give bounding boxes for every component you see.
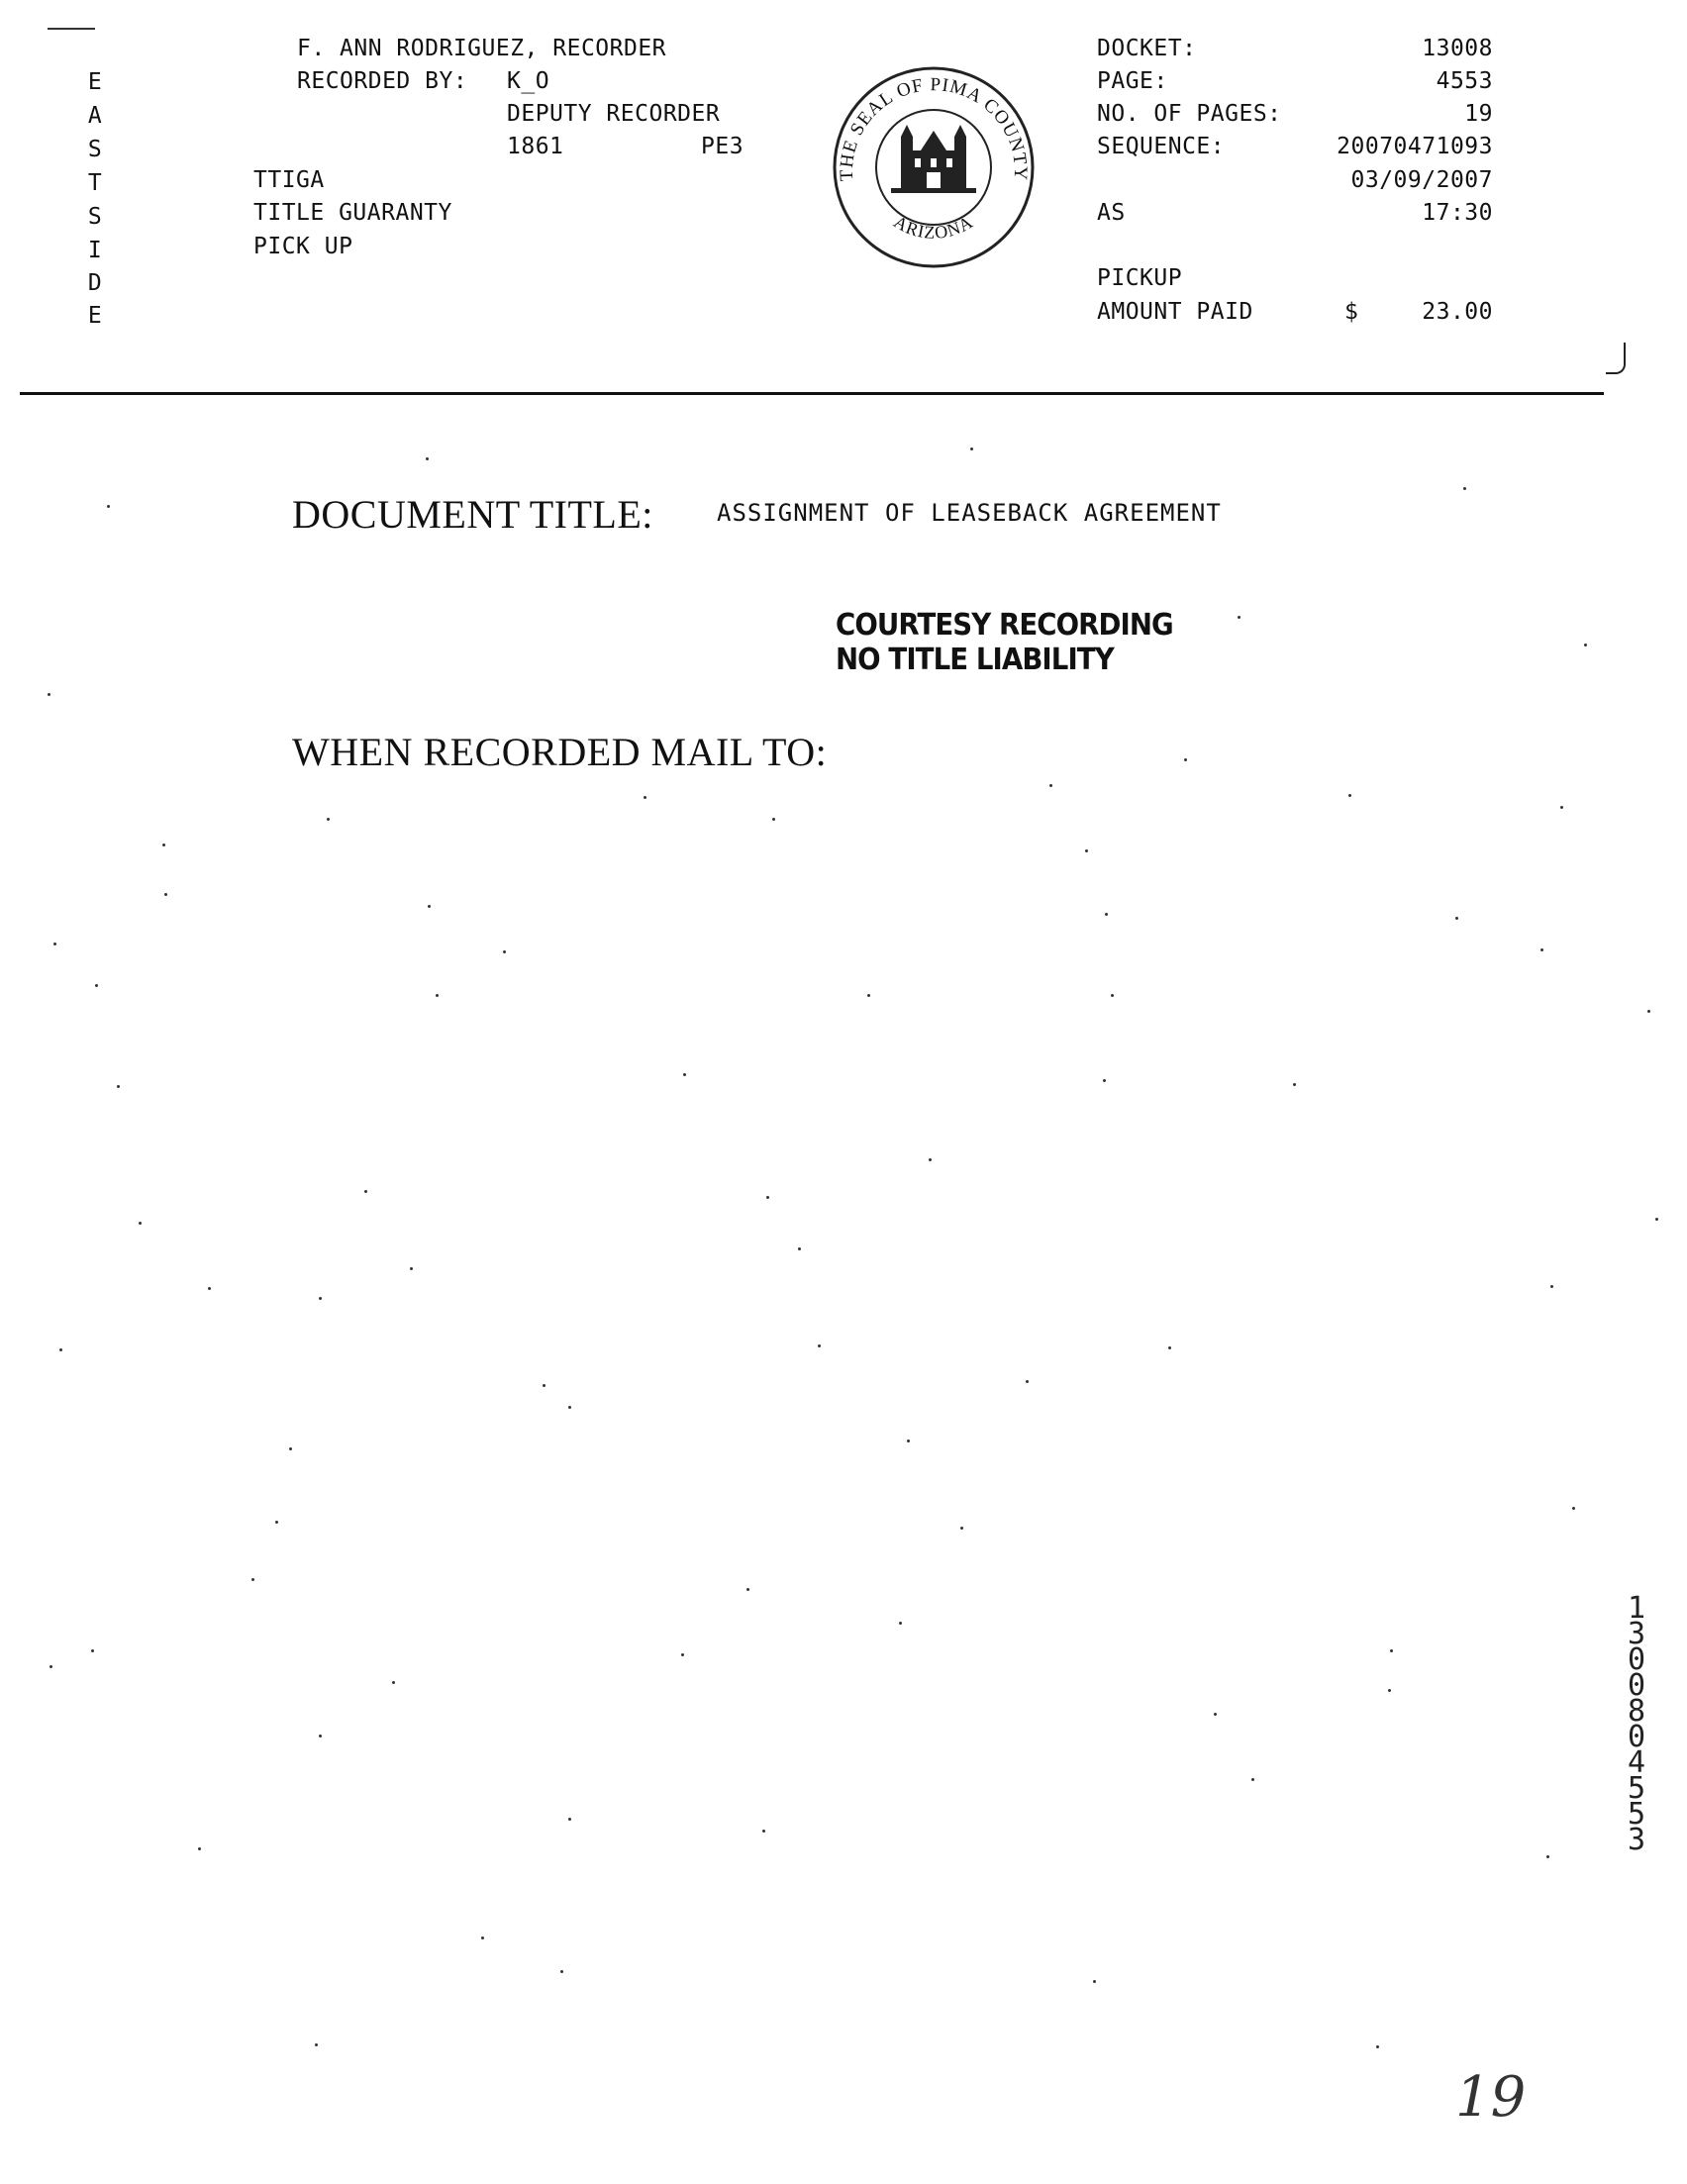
when-recorded-mail-to-label: WHEN RECORDED MAIL TO: [292,730,828,774]
recorder-name: F. ANN RODRIGUEZ, RECORDER [297,36,667,61]
seal-bottom-text: ARIZONA [890,211,977,243]
document-title-label: DOCUMENT TITLE: [292,492,653,537]
header-divider [20,392,1604,395]
recorded-by-label: RECORDED BY: [297,68,468,94]
vertical-letter: A [87,103,103,129]
vertical-letter: T [87,170,103,196]
courtesy-recording-stamp: COURTESY RECORDING [836,608,1173,643]
vertical-letter: D [87,270,103,296]
currency-symbol: $ [1344,299,1359,325]
pages-label: NO. OF PAGES: [1097,101,1282,127]
side-docket-number: 13008 04553 [1627,1591,1646,1857]
sequence-label: SEQUENCE: [1097,134,1226,159]
docket-label: DOCKET: [1097,36,1197,61]
sequence-value: 20070471093 [1337,134,1493,159]
recording-time: 17:30 [1422,200,1493,226]
vertical-letter: S [87,137,103,162]
vertical-letter: E [87,69,103,95]
pima-county-seal-icon [830,63,1038,271]
pickup-label: PICKUP [1097,265,1183,291]
deputy-recorder: DEPUTY RECORDER [507,101,721,127]
recording-date: 03/09/2007 [1350,167,1493,193]
vertical-letter: I [87,238,103,263]
amount-paid-label: AMOUNT PAID [1097,299,1253,325]
scan-tick-mark [48,28,95,30]
handwritten-page-count: 19 [1455,2065,1527,2130]
amount-paid-value: 23.00 [1422,299,1493,325]
vertical-letter: E [87,303,103,329]
delivery-method: PICK UP [253,234,353,259]
vertical-letter: S [87,204,103,230]
party-name: TITLE GUARANTY [253,200,452,226]
page-label: PAGE: [1097,68,1168,94]
pages-value: 19 [1464,101,1493,127]
seal-top-text: THE SEAL OF PIMA COUNTY [836,74,1032,182]
document-title-value: ASSIGNMENT OF LEASEBACK AGREEMENT [717,499,1222,527]
station-code: PE3 [701,134,744,159]
recorder-code: 1861 [507,134,564,159]
as-label: AS [1097,200,1126,226]
page-value: 4553 [1436,68,1493,94]
no-title-liability-stamp: NO TITLE LIABILITY [836,643,1114,677]
party-code: TTIGA [253,167,325,193]
recorded-by-value: K_O [507,68,550,94]
scan-corner-mark [1606,343,1626,374]
docket-value: 13008 [1422,36,1493,61]
